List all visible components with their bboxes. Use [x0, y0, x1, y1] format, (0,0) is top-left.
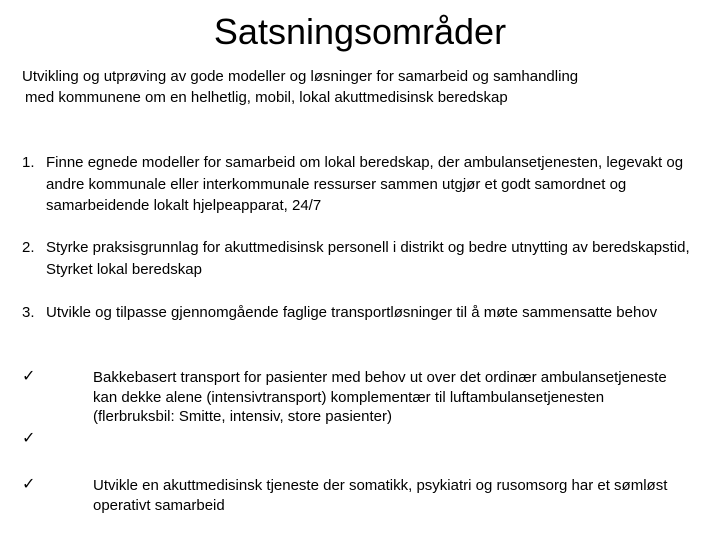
intro-paragraph	[22, 66, 702, 108]
list-item-1	[22, 152, 702, 217]
checkmark-icon: ✓	[22, 428, 36, 447]
list-item-number: 2.	[22, 239, 35, 256]
list-item-text: Finne egnede modeller for samarbeid om lokal beredskap, der ambulansetjenesten, legevakt og andre kommunale eller interkommunale ressurser sammen utgjør et godt samordnet og samarbeidende lokalt hjelpeapparat, 24/7	[46, 154, 684, 214]
slide-title: Satsningsområder	[213, 11, 507, 52]
list-item-number: 1.	[22, 154, 35, 171]
sub-item-text: Utvikle en akuttmedisinsk tjeneste der somatikk, psykiatri og rusomsorg har et sømløst operativt samarbeid	[93, 477, 668, 514]
intro-line-2: med kommunene om en helhetlig, mobil, lokal akuttmedisinsk beredskap	[25, 89, 508, 106]
sub-item-1	[93, 368, 693, 427]
list-item-number: 3.	[22, 304, 35, 321]
list-item-3	[22, 302, 702, 324]
checkmark-icon: ✓	[22, 474, 36, 493]
sub-item-extra: (flerbruksbil: Smitte, intensiv, store pasienter)	[93, 408, 392, 425]
list-item-2	[22, 237, 702, 280]
sub-item-2	[93, 476, 693, 515]
intro-line-1: Utvikling og utprøving av gode modeller og løsninger for samarbeid og samhandling	[22, 68, 579, 85]
list-item-text: Utvikle og tilpasse gjennomgående faglige transportløsninger til å møte sammensatte behov	[46, 304, 658, 321]
list-item-text: Styrke praksisgrunnlag for akuttmedisinsk personell i distrikt og bedre utnytting av beredskapstid, Styrket lokal beredskap	[46, 239, 690, 278]
sub-item-text: Bakkebasert transport for pasienter med behov ut over det ordinær ambulansetjeneste kan dekke alene (intensivtransport) komplementær til luftambulansetjenesten	[93, 369, 667, 406]
checkmark-icon: ✓	[22, 366, 36, 385]
